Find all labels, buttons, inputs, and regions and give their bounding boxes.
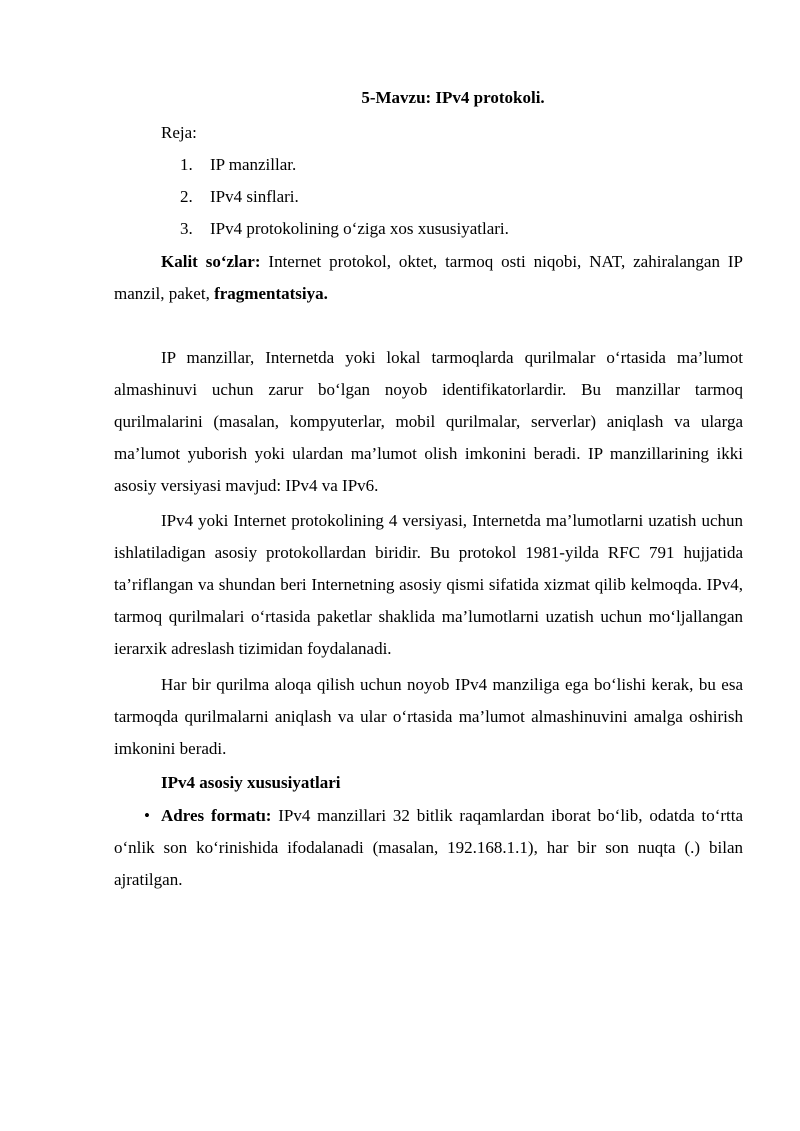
- body-paragraph: IP manzillar, Internetda yoki lokal tarmoqlarda qurilmalar o‘rtasida ma’lumot almashinuvi uchun zarur bo‘lgan noyob identifikatorlardir. Bu manzillar tarmoq qurilmalarini (masalan, kompyuterlar, mobil qurilmalar, serverlar) aniqlash va ularga ma’lumot yuborish yoki ulardan ma’lumot olish imkonini beradi. IP manzillarining ikki asosiy versiyasi mavjud: IPv4 va IPv6.: [114, 348, 743, 495]
- plan-item-number: 3.: [180, 219, 193, 238]
- plan-item: [180, 213, 509, 245]
- plan-item-text: IP manzillar.: [210, 155, 297, 174]
- bullet-label: Adres formatı:: [161, 806, 272, 825]
- plan-label: Reja:: [161, 123, 197, 142]
- plan-item-text: IPv4 protokolining o‘ziga xos xususiyatlari.: [210, 219, 509, 238]
- plan-item-number: 1.: [180, 155, 193, 174]
- plan-item-number: 2.: [180, 187, 193, 206]
- keywords-label: Kalit so‘zlar:: [161, 252, 261, 271]
- bullet-text: IPv4 manzillari 32 bitlik raqamlardan iborat bo‘lib, odatda to‘rtta o‘nlik son ko‘rinishida ifodalanadi (masalan, 192.168.1.1), har bir son nuqta (.) bilan ajratilgan.: [114, 806, 744, 889]
- section-heading: [114, 767, 743, 799]
- bullet-icon: •: [144, 806, 150, 825]
- keywords-paragraph: [114, 246, 743, 310]
- keywords-text: Internet protokol, oktet, tarmoq osti niqobi, NAT, zahiralangan IP manzil, paket,: [114, 252, 743, 303]
- body-paragraph: IPv4 yoki Internet protokolining 4 versiyasi, Internetda ma’lumotlarni uzatish uchun ishlatiladigan asosiy protokollardan biridir. Bu protokol 1981-yilda RFC 791 hujjatida ta’riflangan va shundan beri Internetning asosiy qismi sifatida xizmat qilib kelmoqda. IPv4, tarmoq qurilmalari o‘rtasida paketlar shaklida ma’lumotlarni uzatish uchun mo‘ljallangan ierarxik adreslash tizimidan foydalanadi.: [114, 511, 743, 658]
- plan-item: [180, 181, 299, 213]
- plan-item-text: IPv4 sinflari.: [210, 187, 299, 206]
- section-heading-text: IPv4 asosiy xususiyatlari: [161, 773, 341, 792]
- plan-item: [180, 149, 296, 181]
- bullet-item: [114, 800, 743, 896]
- body-paragraph: Har bir qurilma aloqa qilish uchun noyob IPv4 manziliga ega bo‘lishi kerak, bu esa tarmoqda qurilmalarni aniqlash va ular o‘rtasida ma’lumot almashinuvini amalga oshirish imkonini beradi.: [114, 675, 743, 758]
- page-title: 5-Mavzu: IPv4 protokoli.: [361, 88, 545, 107]
- keywords-bold-term: fragmentatsiya.: [214, 284, 328, 303]
